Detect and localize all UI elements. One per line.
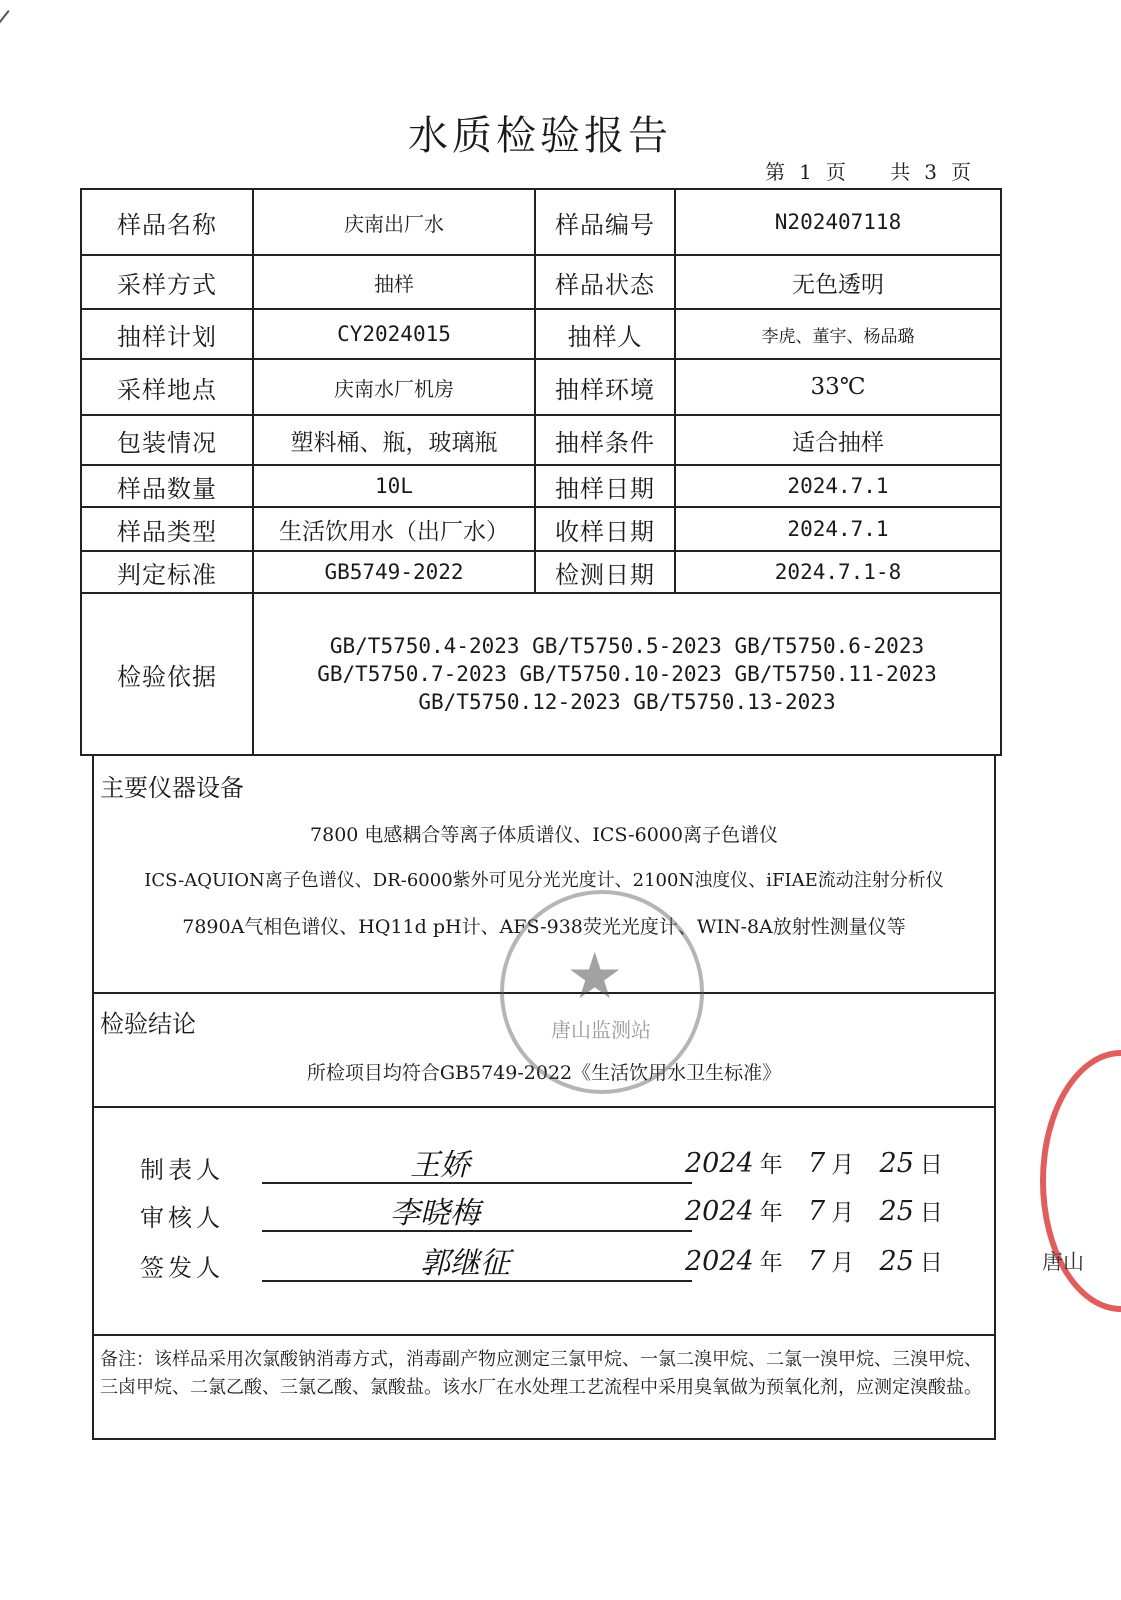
sample-no-label: 样品编号 — [535, 189, 675, 255]
sample-name-label: 样品名称 — [81, 189, 253, 255]
sample-name-value: 庆南出厂水 — [253, 189, 535, 255]
signature-row — [140, 1146, 960, 1190]
equipment-heading: 主要仪器设备 — [100, 774, 244, 802]
table-row — [81, 189, 1001, 255]
basis-label: 检验依据 — [81, 593, 253, 755]
equipment-line: ICS-AQUION离子色谱仪、DR-6000紫外可见分光光度计、2100N浊度仪、iFIAE流动注射分析仪 — [144, 870, 944, 891]
sampler-value: 李虎、董宇、杨品璐 — [675, 309, 1001, 359]
table-row — [81, 255, 1001, 309]
standard-value: GB5749-2022 — [253, 551, 535, 593]
handwritten-signature: 郭继征 — [420, 1246, 510, 1281]
packaging-label: 包装情况 — [81, 415, 253, 465]
sampling-plan-label: 抽样计划 — [81, 309, 253, 359]
sampler-label: 抽样人 — [535, 309, 675, 359]
sample-info-table — [80, 188, 1002, 756]
quantity-label: 样品数量 — [81, 465, 253, 507]
handwritten-signature: 王娇 — [410, 1148, 470, 1183]
condition-label: 抽样条件 — [535, 415, 675, 465]
remarks: 备注：该样品采用次氯酸钠消毒方式，消毒副产物应测定三氯甲烷、一氯二溴甲烷、二氯一溴甲烷、三溴甲烷、三卤甲烷、二氯乙酸、三氯乙酸、氯酸盐。该水厂在水处理工艺流程中采用臭氧做为预氧化剂，应测定溴酸盐。 — [92, 1334, 996, 1440]
table-row — [81, 551, 1001, 593]
test-date-value: 2024.7.1-8 — [675, 551, 1001, 593]
sampling-date-label: 抽样日期 — [535, 465, 675, 507]
quantity-value: 10L — [253, 465, 535, 507]
equipment-line: 7800 电感耦合等离子体质谱仪、ICS-6000离子色谱仪 — [310, 824, 778, 846]
sample-no-value: N202407118 — [675, 189, 1001, 255]
signature-date: 2024 年 7 月 25 日 — [685, 1246, 943, 1277]
table-row — [81, 593, 1001, 755]
handwritten-signature: 李晓梅 — [390, 1196, 480, 1231]
signature-role: 签发人 — [140, 1254, 224, 1282]
condition-value: 适合抽样 — [675, 415, 1001, 465]
sample-state-value: 无色透明 — [675, 255, 1001, 309]
signature-role: 制表人 — [140, 1156, 224, 1184]
basis-line: GB/T5750.4-2023 GB/T5750.5-2023 GB/T5750.6-2023 — [329, 634, 925, 658]
basis-line: GB/T5750.7-2023 GB/T5750.10-2023 GB/T5750.11-2023 — [317, 662, 937, 686]
table-row — [81, 415, 1001, 465]
signature-row — [140, 1194, 960, 1238]
sampling-method-value: 抽样 — [253, 255, 535, 309]
standard-label: 判定标准 — [81, 551, 253, 593]
environment-value: 33℃ — [675, 359, 1001, 415]
table-row — [81, 309, 1001, 359]
table-row — [81, 359, 1001, 415]
signature-date: 2024 年 7 月 25 日 — [685, 1196, 943, 1227]
report-title: 水质检验报告 — [408, 113, 672, 159]
basis-value — [253, 593, 1001, 755]
receipt-date-value: 2024.7.1 — [675, 507, 1001, 551]
basis-line: GB/T5750.12-2023 GB/T5750.13-2023 — [418, 690, 836, 714]
table-row — [81, 465, 1001, 507]
environment-label: 抽样环境 — [535, 359, 675, 415]
table-row — [81, 507, 1001, 551]
signature-line — [262, 1182, 692, 1184]
type-label: 样品类型 — [81, 507, 253, 551]
page-number: 第 1 页 共 3 页 — [765, 160, 973, 184]
sampling-date-value: 2024.7.1 — [675, 465, 1001, 507]
stamp-text: 唐山监测站 — [551, 1018, 651, 1042]
receipt-date-label: 收样日期 — [535, 507, 675, 551]
signature-role: 审核人 — [140, 1204, 224, 1232]
packaging-value: 塑料桶、瓶，玻璃瓶 — [253, 415, 535, 465]
scan-mark — [0, 10, 10, 66]
equipment-line: 7890A气相色谱仪、HQ11d pH计、AFS-938荧光光度计、WIN-8A放射性测量仪等 — [182, 916, 906, 938]
signature-row — [140, 1244, 960, 1288]
conclusion-text: 所检项目均符合GB5749-2022《生活饮用水卫生标准》 — [306, 1062, 782, 1084]
location-value: 庆南水厂机房 — [253, 359, 535, 415]
official-stamp — [500, 890, 704, 1094]
test-date-label: 检测日期 — [535, 551, 675, 593]
seam-stamp-text: 唐山 — [1042, 1250, 1084, 1274]
sampling-method-label: 采样方式 — [81, 255, 253, 309]
sampling-plan-value: CY2024015 — [253, 309, 535, 359]
conclusion-heading: 检验结论 — [100, 1010, 196, 1038]
star-icon: ★ — [566, 940, 624, 1014]
sample-state-label: 样品状态 — [535, 255, 675, 309]
location-label: 采样地点 — [81, 359, 253, 415]
signature-date: 2024 年 7 月 25 日 — [685, 1148, 943, 1179]
type-value: 生活饮用水（出厂水） — [253, 507, 535, 551]
